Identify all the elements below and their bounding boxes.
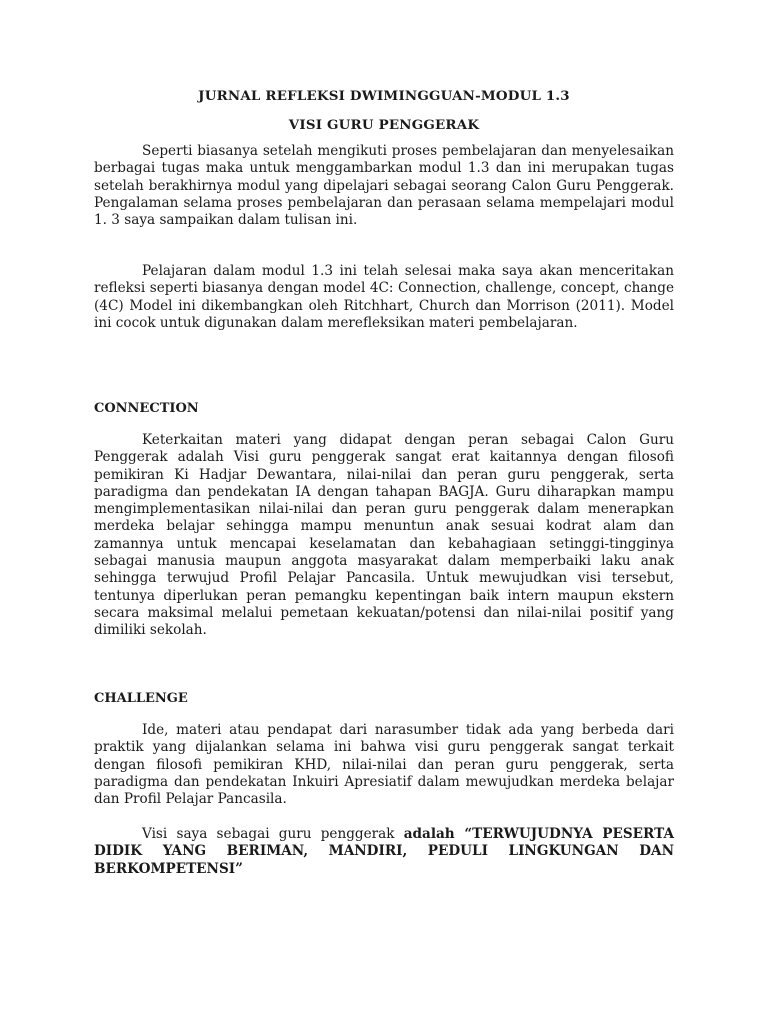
- vision-bold: adalah “TERWUJUDNYA PESERTA DIDIK YANG BERIMAN, MANDIRI, PEDULI LINGKUNGAN DAN BERKOMPETENSI”: [94, 826, 674, 877]
- connection-paragraph: Keterkaitan materi yang didapat dengan peran sebagai Calon Guru Penggerak adalah Visi guru penggerak sangat erat kaitannya dengan filosofi pemikiran Ki Hadjar Dewantara, nilai-nilai dan peran guru penggerak, serta paradigma dan pendekatan IA dengan tahapan BAGJA. Guru diharapkan mampu mengimplementasikan nilai-nilai dan peran guru penggerak dalam menerapkan merdeka belajar sehingga mampu menuntun anak sesuai kodrat alam dan zamannya untuk mencapai keselamatan dan kebahagiaan setinggi-tingginya sebagai manusia maupun anggota masyarakat dalam memperbaiki laku anak sehingga terwujud Profil Pelajar Pancasila. Untuk mewujudkan visi tersebut, tentunya diperlukan peran pemangku kepentingan baik intern maupun ekstern secara maksimal melalui pemetaan kekuatan/potensi dan nilai-nilai positif yang dimiliki sekolah.: [94, 432, 674, 639]
- challenge-paragraph: Ide, materi atau pendapat dari narasumber tidak ada yang berbeda dari praktik yang dijalankan selama ini bahwa visi guru penggerak sangat terkait dengan filosofi pemikiran KHD, nilai-nilai dan peran guru penggerak, serta paradigma dan pendekatan Inkuiri Apresiatif dalam mewujudkan merdeka belajar dan Profil Pelajar Pancasila.: [94, 722, 674, 808]
- intro-paragraph-1: Seperti biasanya setelah mengikuti proses pembelajaran dan menyelesaikan berbagai tugas maka untuk menggambarkan modul 1.3 dan ini merupakan tugas setelah berakhirnya modul yang dipelajari sebagai seorang Calon Guru Penggerak. Pengalaman selama proses pembelajaran dan perasaan selama mempelajari modul 1. 3 saya sampaikan dalam tulisan ini.: [94, 143, 674, 229]
- vision-lead: Visi saya sebagai guru penggerak: [142, 826, 404, 842]
- connection-heading: CONNECTION: [94, 401, 199, 416]
- challenge-heading: CHALLENGE: [94, 691, 188, 706]
- intro-paragraph-2: Pelajaran dalam modul 1.3 ini telah selesai maka saya akan menceritakan refleksi seperti biasanya dengan model 4C: Connection, challenge, concept, change (4C) Model ini dikembangkan oleh Ritchhart, Church dan Morrison (2011). Model ini cocok untuk digunakan dalam merefleksikan materi pembelajaran.: [94, 263, 674, 331]
- document-subtitle: VISI GURU PENGGERAK: [288, 117, 480, 133]
- document-title: JURNAL REFLEKSI DWIMINGGUAN-MODUL 1.3: [198, 88, 570, 104]
- vision-statement: [94, 826, 674, 878]
